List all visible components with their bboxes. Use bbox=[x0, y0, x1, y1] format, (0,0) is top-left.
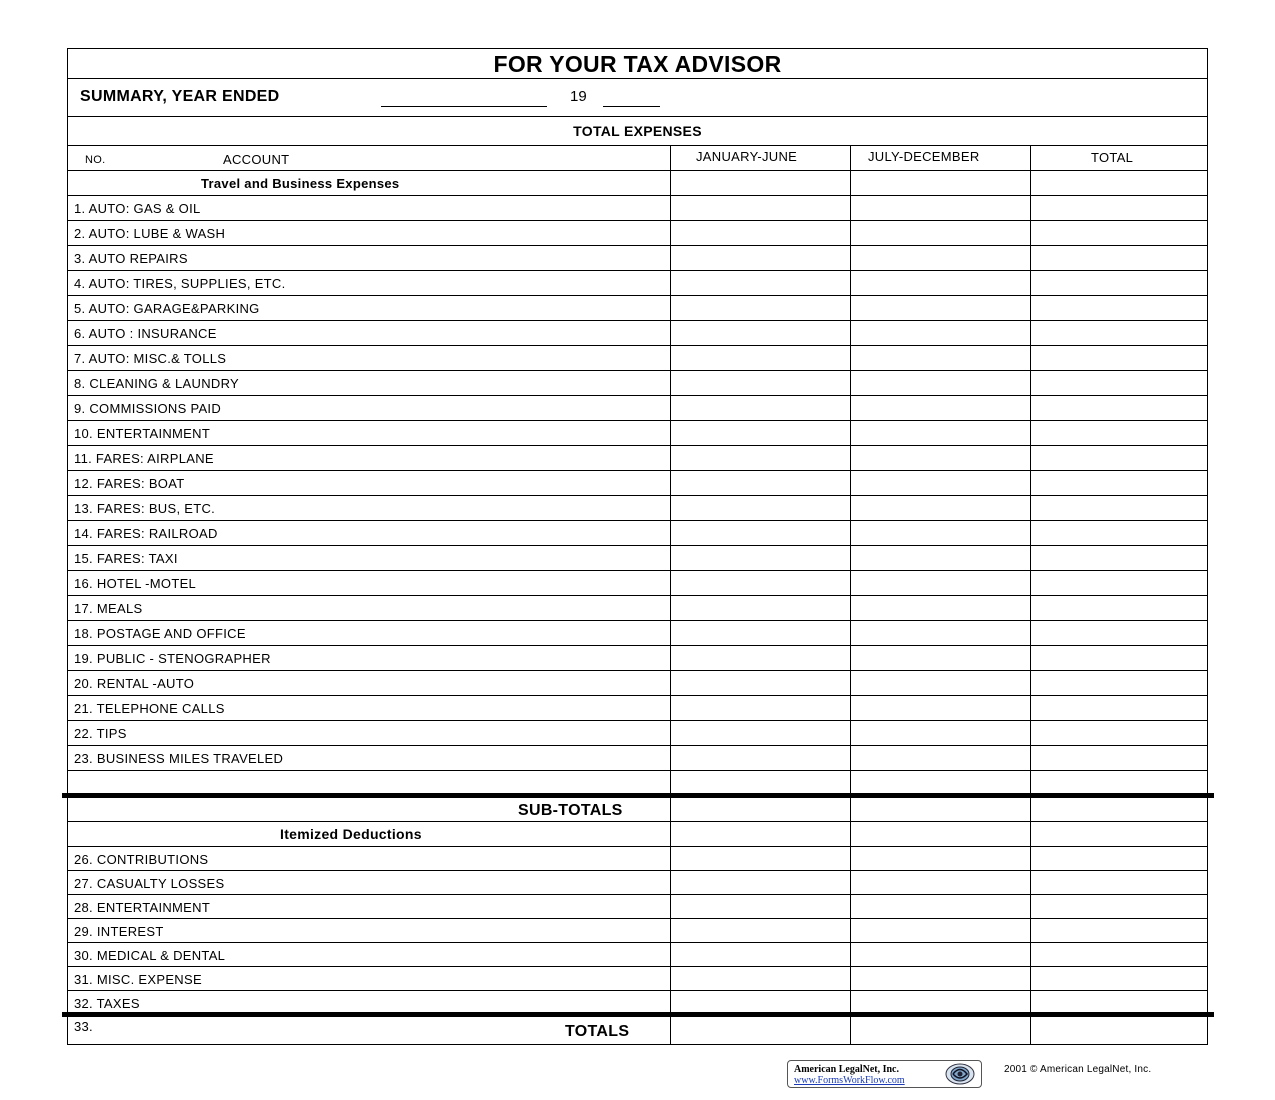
jan-june-cell[interactable] bbox=[671, 321, 850, 345]
travel-section-label: Travel and Business Expenses bbox=[201, 176, 400, 191]
july-dec-cell[interactable] bbox=[851, 746, 1030, 770]
expense-item-label: 2. AUTO: LUBE & WASH bbox=[74, 226, 226, 241]
jan-june-cell[interactable] bbox=[671, 746, 850, 770]
jan-june-cell[interactable] bbox=[671, 171, 850, 195]
july-dec-cell[interactable] bbox=[851, 546, 1030, 570]
jan-june-cell[interactable] bbox=[671, 991, 850, 1014]
itemized-section-heading bbox=[68, 822, 1207, 847]
summary-label: SUMMARY, YEAR ENDED bbox=[80, 88, 280, 105]
expense-item-label: 12. FARES: BOAT bbox=[74, 476, 185, 491]
expense-item-label: 20. RENTAL -AUTO bbox=[74, 676, 195, 691]
copyright-notice: 2001 © American LegalNet, Inc. bbox=[1004, 1064, 1152, 1075]
jan-june-cell[interactable] bbox=[671, 221, 850, 245]
jan-june-cell[interactable] bbox=[671, 621, 850, 645]
total-cell[interactable] bbox=[1031, 696, 1207, 720]
table-row bbox=[68, 521, 1207, 546]
travel-section-heading bbox=[68, 171, 1207, 196]
total-cell[interactable] bbox=[1031, 571, 1207, 595]
expense-item-label: 1. AUTO: GAS & OIL bbox=[74, 201, 201, 216]
july-dec-cell[interactable] bbox=[851, 296, 1030, 320]
total-cell[interactable] bbox=[1031, 171, 1207, 195]
expense-item-label: 13. FARES: BUS, ETC. bbox=[74, 501, 216, 516]
jan-june-cell[interactable] bbox=[671, 446, 850, 470]
table-row bbox=[68, 446, 1207, 471]
year-prefix: 19 bbox=[570, 88, 587, 105]
july-dec-cell[interactable] bbox=[851, 321, 1030, 345]
jan-june-column-header: JANUARY-JUNE bbox=[696, 149, 798, 164]
total-cell[interactable] bbox=[1031, 967, 1207, 990]
subtotals-row bbox=[68, 796, 1207, 822]
table-row bbox=[68, 596, 1207, 621]
expense-item-label: 4. AUTO: TIRES, SUPPLIES, ETC. bbox=[74, 276, 286, 291]
total-cell[interactable] bbox=[1031, 771, 1207, 795]
table-row bbox=[68, 671, 1207, 696]
jan-june-cell[interactable] bbox=[671, 471, 850, 495]
july-dec-cell[interactable] bbox=[851, 221, 1030, 245]
expense-item-label: 3. AUTO REPAIRS bbox=[74, 251, 188, 266]
total-cell[interactable] bbox=[1031, 991, 1207, 1014]
table-row bbox=[68, 746, 1207, 771]
jan-june-cell[interactable] bbox=[671, 421, 850, 445]
expense-item-label: 22. TIPS bbox=[74, 726, 127, 741]
total-cell[interactable] bbox=[1031, 296, 1207, 320]
july-dec-cell[interactable] bbox=[851, 771, 1030, 795]
july-dec-cell[interactable] bbox=[851, 571, 1030, 595]
expense-item-label: 9. COMMISSIONS PAID bbox=[74, 401, 222, 416]
table-row bbox=[68, 919, 1207, 943]
itemized-section-label: Itemized Deductions bbox=[280, 826, 422, 842]
july-dec-cell[interactable] bbox=[851, 847, 1030, 870]
globe-icon bbox=[943, 1062, 977, 1086]
total-cell[interactable] bbox=[1031, 496, 1207, 520]
total-cell[interactable] bbox=[1031, 822, 1207, 846]
thick-separator bbox=[62, 793, 1214, 798]
july-dec-cell[interactable] bbox=[851, 196, 1030, 220]
total-cell[interactable] bbox=[1031, 746, 1207, 770]
table-row bbox=[68, 621, 1207, 646]
deduction-item-label: 26. CONTRIBUTIONS bbox=[74, 852, 209, 867]
jan-june-cell[interactable] bbox=[671, 796, 850, 821]
total-cell[interactable] bbox=[1031, 546, 1207, 570]
jan-june-cell[interactable] bbox=[671, 246, 850, 270]
july-dec-cell[interactable] bbox=[851, 421, 1030, 445]
table-row bbox=[68, 546, 1207, 571]
deduction-item-label: 29. INTEREST bbox=[74, 924, 164, 939]
july-dec-cell[interactable] bbox=[851, 596, 1030, 620]
july-dec-cell[interactable] bbox=[851, 871, 1030, 894]
table-row bbox=[68, 471, 1207, 496]
totals-row bbox=[68, 1015, 1207, 1044]
jan-june-cell[interactable] bbox=[671, 296, 850, 320]
jan-june-cell[interactable] bbox=[671, 895, 850, 918]
july-dec-cell[interactable] bbox=[851, 822, 1030, 846]
no-column-header: NO. bbox=[85, 154, 106, 166]
total-cell[interactable] bbox=[1031, 421, 1207, 445]
jan-june-cell[interactable] bbox=[671, 646, 850, 670]
table-row bbox=[68, 196, 1207, 221]
total-cell[interactable] bbox=[1031, 621, 1207, 645]
deduction-item-label: 28. ENTERTAINMENT bbox=[74, 900, 211, 915]
jan-june-cell[interactable] bbox=[671, 771, 850, 795]
tax-advisor-form bbox=[67, 48, 1208, 1045]
year-ended-blank[interactable] bbox=[381, 106, 547, 107]
jan-june-cell[interactable] bbox=[671, 596, 850, 620]
jan-june-cell[interactable] bbox=[671, 496, 850, 520]
total-cell[interactable] bbox=[1031, 471, 1207, 495]
july-dec-cell[interactable] bbox=[851, 967, 1030, 990]
table-row bbox=[68, 271, 1207, 296]
totals-number: 33. bbox=[74, 1019, 93, 1034]
table-row bbox=[68, 721, 1207, 746]
table-row bbox=[68, 396, 1207, 421]
expense-item-label: 23. BUSINESS MILES TRAVELED bbox=[74, 751, 284, 766]
total-cell[interactable] bbox=[1031, 271, 1207, 295]
total-cell[interactable] bbox=[1031, 847, 1207, 870]
jan-june-cell[interactable] bbox=[671, 847, 850, 870]
july-dec-cell[interactable] bbox=[851, 943, 1030, 966]
table-row bbox=[68, 646, 1207, 671]
expense-item-label: 19. PUBLIC - STENOGRAPHER bbox=[74, 651, 271, 666]
column-divider bbox=[1030, 146, 1031, 1044]
total-cell[interactable] bbox=[1031, 646, 1207, 670]
total-cell[interactable] bbox=[1031, 246, 1207, 270]
summary-row bbox=[68, 79, 1207, 117]
july-dec-cell[interactable] bbox=[851, 446, 1030, 470]
jan-june-cell[interactable] bbox=[671, 871, 850, 894]
total-cell[interactable] bbox=[1031, 221, 1207, 245]
deduction-item-label: 27. CASUALTY LOSSES bbox=[74, 876, 225, 891]
total-cell[interactable] bbox=[1031, 521, 1207, 545]
total-cell[interactable] bbox=[1031, 943, 1207, 966]
jan-june-cell[interactable] bbox=[671, 967, 850, 990]
jan-june-cell[interactable] bbox=[671, 919, 850, 942]
table-row bbox=[68, 696, 1207, 721]
table-row bbox=[68, 496, 1207, 521]
jan-june-cell[interactable] bbox=[671, 822, 850, 846]
july-dec-cell[interactable] bbox=[851, 271, 1030, 295]
jan-june-cell[interactable] bbox=[671, 196, 850, 220]
july-dec-cell[interactable] bbox=[851, 895, 1030, 918]
total-cell[interactable] bbox=[1031, 1015, 1207, 1044]
table-row bbox=[68, 296, 1207, 321]
total-cell[interactable] bbox=[1031, 671, 1207, 695]
jan-june-cell[interactable] bbox=[671, 521, 850, 545]
total-column-header: TOTAL bbox=[1091, 150, 1134, 165]
july-dec-cell[interactable] bbox=[851, 396, 1030, 420]
expense-item-label: 7. AUTO: MISC.& TOLLS bbox=[74, 351, 227, 366]
july-dec-cell[interactable] bbox=[851, 1015, 1030, 1044]
expense-item-label: 21. TELEPHONE CALLS bbox=[74, 701, 225, 716]
july-dec-cell[interactable] bbox=[851, 171, 1030, 195]
expense-item-label: 16. HOTEL -MOTEL bbox=[74, 576, 197, 591]
column-divider bbox=[670, 146, 671, 1044]
july-dec-cell[interactable] bbox=[851, 696, 1030, 720]
july-dec-cell[interactable] bbox=[851, 246, 1030, 270]
table-row bbox=[68, 346, 1207, 371]
total-cell[interactable] bbox=[1031, 721, 1207, 745]
logo-url[interactable]: www.FormsWorkFlow.com bbox=[794, 1075, 905, 1086]
table-row bbox=[68, 321, 1207, 346]
expense-item-label: 11. FARES: AIRPLANE bbox=[74, 451, 214, 466]
totals-label: TOTALS bbox=[565, 1023, 630, 1040]
table-row bbox=[68, 847, 1207, 871]
account-column-header: ACCOUNT bbox=[223, 152, 290, 167]
american-legalnet-logo bbox=[787, 1060, 982, 1088]
jan-june-cell[interactable] bbox=[671, 943, 850, 966]
column-header-row bbox=[68, 146, 1207, 171]
subtotals-label: SUB-TOTALS bbox=[518, 802, 623, 819]
expense-item-label: 8. CLEANING & LAUNDRY bbox=[74, 376, 239, 391]
form-title: FOR YOUR TAX ADVISOR bbox=[68, 49, 1207, 79]
expense-item-label: 15. FARES: TAXI bbox=[74, 551, 178, 566]
july-dec-cell[interactable] bbox=[851, 991, 1030, 1014]
expense-item-label: 18. POSTAGE AND OFFICE bbox=[74, 626, 246, 641]
logo-company: American LegalNet, Inc. bbox=[794, 1064, 899, 1075]
expense-item-label: 17. MEALS bbox=[74, 601, 143, 616]
table-row bbox=[68, 571, 1207, 596]
deduction-item-label: 31. MISC. EXPENSE bbox=[74, 972, 202, 987]
expense-item-label: 14. FARES: RAILROAD bbox=[74, 526, 218, 541]
deduction-item-label: 30. MEDICAL & DENTAL bbox=[74, 948, 226, 963]
july-dec-cell[interactable] bbox=[851, 471, 1030, 495]
july-dec-cell[interactable] bbox=[851, 521, 1030, 545]
total-expenses-heading: TOTAL EXPENSES bbox=[68, 117, 1207, 146]
july-dec-column-header: JULY-DECEMBER bbox=[868, 149, 980, 164]
july-dec-cell[interactable] bbox=[851, 371, 1030, 395]
july-dec-cell[interactable] bbox=[851, 721, 1030, 745]
july-dec-cell[interactable] bbox=[851, 646, 1030, 670]
total-cell[interactable] bbox=[1031, 919, 1207, 942]
jan-june-cell[interactable] bbox=[671, 721, 850, 745]
total-cell[interactable] bbox=[1031, 596, 1207, 620]
jan-june-cell[interactable] bbox=[671, 546, 850, 570]
july-dec-cell[interactable] bbox=[851, 796, 1030, 821]
expense-item-label: 5. AUTO: GARAGE&PARKING bbox=[74, 301, 260, 316]
total-cell[interactable] bbox=[1031, 196, 1207, 220]
thick-separator bbox=[62, 1012, 1214, 1017]
table-row bbox=[68, 967, 1207, 991]
total-cell[interactable] bbox=[1031, 371, 1207, 395]
total-cell[interactable] bbox=[1031, 346, 1207, 370]
jan-june-cell[interactable] bbox=[671, 371, 850, 395]
total-cell[interactable] bbox=[1031, 321, 1207, 345]
total-cell[interactable] bbox=[1031, 796, 1207, 821]
table-row bbox=[68, 895, 1207, 919]
table-row bbox=[68, 871, 1207, 895]
jan-june-cell[interactable] bbox=[671, 671, 850, 695]
jan-june-cell[interactable] bbox=[671, 696, 850, 720]
table-row bbox=[68, 371, 1207, 396]
table-row bbox=[68, 943, 1207, 967]
jan-june-cell[interactable] bbox=[671, 271, 850, 295]
jan-june-cell[interactable] bbox=[671, 346, 850, 370]
jan-june-cell[interactable] bbox=[671, 396, 850, 420]
july-dec-cell[interactable] bbox=[851, 346, 1030, 370]
july-dec-cell[interactable] bbox=[851, 621, 1030, 645]
july-dec-cell[interactable] bbox=[851, 671, 1030, 695]
expense-item-label: 10. ENTERTAINMENT bbox=[74, 426, 211, 441]
table-row bbox=[68, 421, 1207, 446]
total-cell[interactable] bbox=[1031, 446, 1207, 470]
total-cell[interactable] bbox=[1031, 396, 1207, 420]
column-divider bbox=[850, 146, 851, 1044]
deduction-item-label: 32. TAXES bbox=[74, 996, 140, 1011]
jan-june-cell[interactable] bbox=[671, 1015, 850, 1044]
jan-june-cell[interactable] bbox=[671, 571, 850, 595]
expense-item-label: 6. AUTO : INSURANCE bbox=[74, 326, 217, 341]
total-cell[interactable] bbox=[1031, 871, 1207, 894]
july-dec-cell[interactable] bbox=[851, 496, 1030, 520]
table-row bbox=[68, 221, 1207, 246]
table-row bbox=[68, 246, 1207, 271]
total-cell[interactable] bbox=[1031, 895, 1207, 918]
july-dec-cell[interactable] bbox=[851, 919, 1030, 942]
year-suffix-blank[interactable] bbox=[603, 106, 660, 107]
